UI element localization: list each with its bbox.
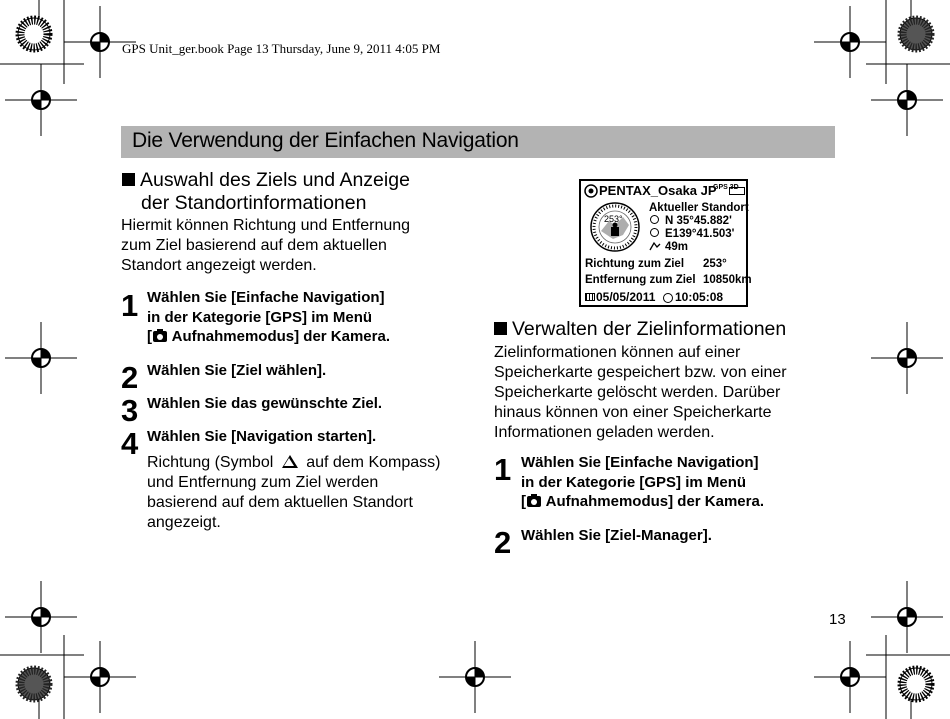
current-location-label: Aktueller Standort — [649, 202, 749, 214]
step-text: Wählen Sie [Einfache Navigation] in der Kategorie [GPS] im Menü [ Aufnahmemodus] der Kamera. — [521, 454, 764, 510]
place-name: PENTAX_Osaka JP — [599, 183, 717, 198]
gps-3d-badge: GPS 3D — [713, 184, 739, 191]
gps-screen-illustration — [579, 179, 752, 307]
step-number: 4 — [121, 426, 139, 461]
camera-icon — [153, 331, 167, 342]
battery-icon — [729, 187, 745, 195]
step4-description: Richtung (Symbol auf dem Kompass) und Entfernung zum Ziel werden basierend auf dem aktuellen Standort angezeigt. — [147, 454, 441, 531]
clock-icon — [663, 293, 673, 303]
latitude-icon — [650, 215, 659, 224]
star-targets — [18, 18, 932, 700]
step-number: 1 — [121, 288, 139, 323]
longitude-icon — [650, 228, 659, 237]
step-number: 3 — [121, 393, 139, 428]
page-number: 13 — [829, 611, 846, 628]
section1-intro: Hiermit können Richtung und Entfernung zum Ziel basierend auf dem aktuellen Standort angezeigt werden. — [121, 217, 411, 274]
step-text: Wählen Sie [Navigation starten]. — [147, 428, 377, 445]
section2-intro: Zielinformationen können auf einer Speicherkarte gespeichert bzw. von einer Speicherkarte gelöscht werden. Darüber hinaus können von einer Speicherkarte Informationen geladen werden. — [494, 344, 787, 441]
section2-heading: Verwalten der Zielinformationen — [494, 318, 786, 341]
page-title: Die Verwendung der Einfachen Navigation — [132, 129, 519, 152]
time-value: 10:05:08 — [675, 290, 724, 304]
section1-heading-cont: der Standortinformationen — [141, 192, 367, 214]
step-number: 1 — [494, 452, 512, 487]
direction-value: 253° — [703, 258, 727, 270]
registration-marks — [5, 6, 943, 713]
distance-label: Entfernung zum Ziel — [585, 274, 696, 286]
step-text: Wählen Sie [Ziel-Manager]. — [521, 527, 712, 544]
step-text: Wählen Sie [Ziel wählen]. — [147, 362, 327, 379]
bullet-square-icon — [122, 173, 135, 186]
date-value: 05/05/2011 — [596, 290, 656, 304]
step-number: 2 — [494, 525, 512, 560]
longitude-value: E139°41.503' — [665, 228, 735, 240]
section-title-bar — [121, 126, 835, 158]
print-header: GPS Unit_ger.book Page 13 Thursday, June 9, 2011 4:05 PM — [122, 41, 441, 56]
step-text: Wählen Sie [Einfache Navigation] in der Kategorie [GPS] im Menü [ Aufnahmemodus] der Kamera. — [147, 289, 390, 345]
calendar-icon — [585, 293, 595, 301]
compass-icon — [589, 201, 641, 253]
triangle-symbol-icon — [282, 455, 298, 468]
section1-heading: Auswahl des Ziels und Anzeige — [122, 169, 410, 192]
latitude-value: N 35°45.882' — [665, 215, 732, 227]
bullet-square-icon — [494, 322, 507, 335]
step-text: Wählen Sie das gewünschte Ziel. — [147, 395, 383, 412]
compass-degrees: 253° — [604, 214, 623, 224]
camera-icon — [527, 496, 541, 507]
distance-value: 10850km — [703, 274, 752, 286]
step-number: 2 — [121, 360, 139, 395]
altitude-value: 49m — [665, 241, 689, 253]
gps-logo-icon — [584, 184, 598, 198]
altitude-icon — [649, 241, 661, 251]
direction-label: Richtung zum Ziel — [585, 258, 685, 270]
